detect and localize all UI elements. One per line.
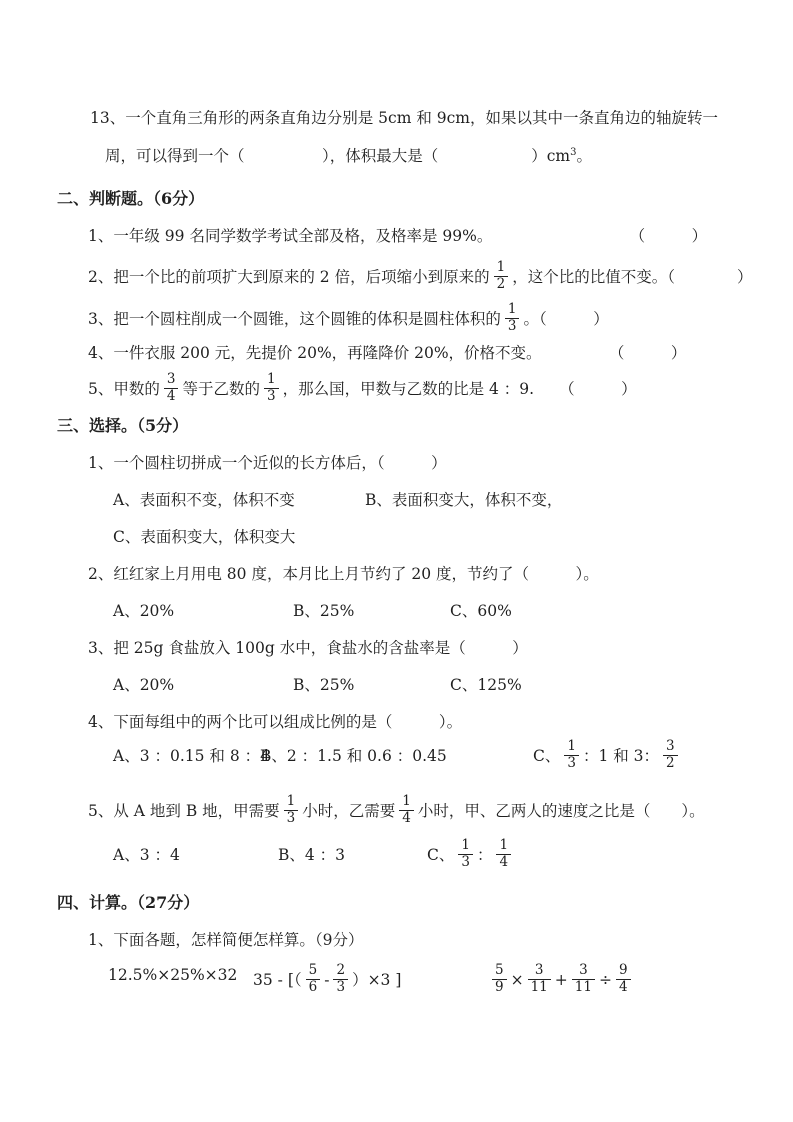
judge-q2-text-pre: 2、把一个比的前项扩大到原来的 2 倍，后项缩小到原来的: [88, 268, 490, 286]
expr3-op-3: ÷: [598, 971, 612, 989]
expr2-text-a: 35 - [（: [253, 971, 302, 989]
choice-q5-option-b: B、4 ：3: [278, 846, 346, 864]
judge-q4-answer-blank: （ ）: [616, 344, 687, 362]
choice-q5-text-post: 小时，甲、乙两人的速度之比是（ ）。: [417, 802, 705, 820]
choice-q5-option-c-mid: ：: [476, 846, 493, 864]
fraction-denominator: 11: [574, 978, 592, 995]
cm-cubed-superscript: 3: [570, 146, 577, 158]
fraction-1-3: [564, 739, 579, 770]
choice-q4-option-a: A、3 ：0.15 和 8 ：4: [113, 747, 270, 765]
fraction-numerator: 1: [505, 302, 520, 318]
choice-q5-option-a: A、3 ：4: [113, 846, 180, 864]
fraction-numerator: 9: [616, 963, 631, 979]
choice-q5-option-c: [427, 833, 515, 877]
fraction-numerator: 3: [528, 963, 551, 979]
choice-q3: [88, 636, 793, 660]
judge-q3-text-post: 。（ ）: [523, 310, 609, 328]
fraction-1-3: [505, 302, 520, 333]
judge-q4: [88, 341, 793, 365]
choice-q5-text-mid: 小时，乙需要: [302, 802, 396, 820]
fraction-numerator: 1: [496, 838, 511, 854]
judge-q2-text-post: ，这个比的比值不变。（ ）: [512, 268, 753, 286]
choice-q4-text: 4、下面每组中的两个比可以组成比例的是（ ）。: [88, 713, 463, 731]
fraction-denominator: 2: [666, 754, 675, 771]
fraction-denominator: 4: [402, 809, 411, 826]
fraction-denominator: 3: [461, 853, 470, 870]
choice-q1-options-row-1: [0, 488, 793, 512]
fraction-numerator: 1: [458, 838, 473, 854]
question-13-line-2: [105, 144, 793, 168]
choice-q3-option-b: B、25%: [293, 676, 355, 694]
choice-q1-options-row-2: [0, 525, 793, 549]
fraction-denominator: 3: [286, 809, 296, 826]
question-13-text-1: 13、一个直角三角形的两条直角边分别是 5cm 和 9cm，如果以其中一条直角边的轴旋转一: [90, 109, 718, 127]
fraction-1-3: [264, 372, 279, 403]
section-calc-title: 四、计算。（27分）: [57, 893, 200, 912]
choice-q3-option-c: C、125%: [450, 676, 522, 694]
choice-q2-options-row: [0, 599, 793, 623]
judge-q5: [88, 369, 793, 409]
fraction-5-9: [492, 963, 507, 994]
fraction-numerator: 1: [494, 260, 509, 276]
fraction-denominator: 3: [567, 754, 576, 771]
judge-q1-text: 1、一年级 99 名同学数学考试全部及格，及格率是 99%。: [88, 227, 493, 245]
fraction-numerator: 5: [492, 963, 507, 979]
fraction-denominator: 3: [507, 317, 517, 334]
fraction-denominator: 3: [266, 387, 276, 404]
choice-q2-option-a: A、20%: [113, 602, 175, 620]
calc-q1-text: 1、下面各题，怎样简便怎样算。（9分）: [88, 931, 364, 949]
fraction-numerator: 1: [399, 794, 414, 810]
calc-expression-3: [488, 956, 635, 1004]
choice-q4-option-c: [533, 734, 682, 778]
fraction-numerator: 5: [306, 963, 321, 979]
section-judge-title: 二、判断题。（6分）: [57, 189, 205, 208]
fraction-denominator: 4: [618, 978, 628, 995]
choice-q2-text: 2、红红家上月用电 80 度，本月比上月节约了 20 度，节约了（ ）。: [88, 565, 599, 583]
judge-q4-text: 4、一件衣服 200 元，先提价 20%，再隆降价 20%，价格不变。: [88, 344, 542, 362]
choice-q3-option-a: A、20%: [113, 676, 175, 694]
fraction-denominator: 4: [499, 853, 509, 870]
fraction-1-4: [399, 794, 414, 825]
question-13-line-1: [90, 106, 793, 130]
fraction-1-3: [458, 838, 473, 869]
calc-expressions-row: [0, 956, 793, 1008]
judge-q3: [88, 299, 793, 339]
choice-q4: [88, 710, 793, 734]
choice-q4-option-c-label: C、: [533, 747, 561, 765]
fraction-numerator: 3: [164, 372, 179, 388]
judge-q5-answer-blank: （ ）: [559, 380, 637, 398]
judge-q5-text-post: ，那么国，甲数与乙数的比是 4 ：9.: [282, 380, 535, 398]
fraction-1-3: [284, 794, 299, 825]
calc-expression-1: 12.5%×25%×32: [108, 966, 238, 984]
choice-q1: [88, 451, 793, 475]
fraction-denominator: 3: [336, 978, 346, 995]
choice-q5-option-c-label: C、: [427, 846, 455, 864]
fraction-denominator: 6: [308, 978, 318, 995]
fraction-denominator: 2: [496, 275, 506, 292]
choice-q3-options-row: [0, 673, 793, 697]
judge-q2: [88, 257, 793, 297]
fraction-3-11: [528, 963, 551, 994]
judge-q1-answer-blank: （ ）: [637, 227, 708, 245]
choice-q5-options-row: [0, 833, 793, 877]
fraction-numerator: 1: [264, 372, 279, 388]
fraction-numerator: 3: [663, 739, 678, 755]
judge-q5-text-pre: 5、甲数的: [88, 380, 160, 398]
expr3-op-2: +: [554, 971, 568, 989]
choice-q1-option-b: B、表面积变大，体积不变，: [365, 491, 563, 509]
calc-expression-2: [253, 956, 401, 1004]
fraction-numerator: 1: [564, 739, 579, 755]
judge-q5-text-mid: 等于乙数的: [182, 380, 260, 398]
fraction-3-2: [663, 739, 678, 770]
judge-q3-text-pre: 3、把一个圆柱削成一个圆锥，这个圆锥的体积是圆柱体积的: [88, 310, 501, 328]
fraction-denominator: 9: [495, 978, 504, 995]
fraction-3-4: [164, 372, 179, 403]
choice-q4-options-row: [0, 734, 793, 778]
choice-q3-text: 3、把 25g 食盐放入 100g 水中，食盐水的含盐率是（ ）: [88, 639, 528, 657]
fraction-numerator: 3: [572, 963, 595, 979]
fraction-denominator: 11: [530, 978, 548, 995]
choice-q4-option-b: B、2 ：1.5 和 0.6 ：0.45: [260, 747, 447, 765]
choice-q2: [88, 562, 793, 586]
fraction-1-4: [496, 838, 511, 869]
fraction-numerator: 1: [284, 794, 299, 810]
question-13-text-3: 。: [576, 147, 593, 165]
choice-q5-text-pre: 5、从 A 地到 B 地，甲需要: [88, 802, 280, 820]
question-13-text-2: 周，可以得到一个（ ），体积最大是（ ）cm: [105, 147, 571, 165]
expr2-text-b: -: [324, 971, 330, 989]
fraction-denominator: 4: [166, 387, 176, 404]
calc-q1: [88, 928, 793, 952]
fraction-3-11: [572, 963, 595, 994]
fraction-numerator: 2: [333, 963, 348, 979]
fraction-5-6: [306, 963, 321, 994]
expr3-op-1: ×: [510, 971, 524, 989]
choice-q1-option-c: C、表面积变大，体积变大: [113, 528, 296, 546]
fraction-1-2: [494, 260, 509, 291]
expr2-text-c: ）×3 ]: [352, 971, 402, 989]
choice-q2-option-b: B、25%: [293, 602, 355, 620]
choice-q1-text: 1、一个圆柱切拼成一个近似的长方体后，（ ）: [88, 454, 447, 472]
choice-q5: [88, 791, 793, 831]
fraction-9-4: [616, 963, 631, 994]
judge-q1: [88, 224, 793, 248]
section-choice-title: 三、选择。（5分）: [57, 416, 189, 435]
fraction-2-3: [333, 963, 348, 994]
choice-q1-option-a: A、表面积不变，体积不变: [113, 491, 295, 509]
choice-q4-option-c-mid: ：1 和 3：: [582, 747, 660, 765]
choice-q2-option-c: C、60%: [450, 602, 512, 620]
